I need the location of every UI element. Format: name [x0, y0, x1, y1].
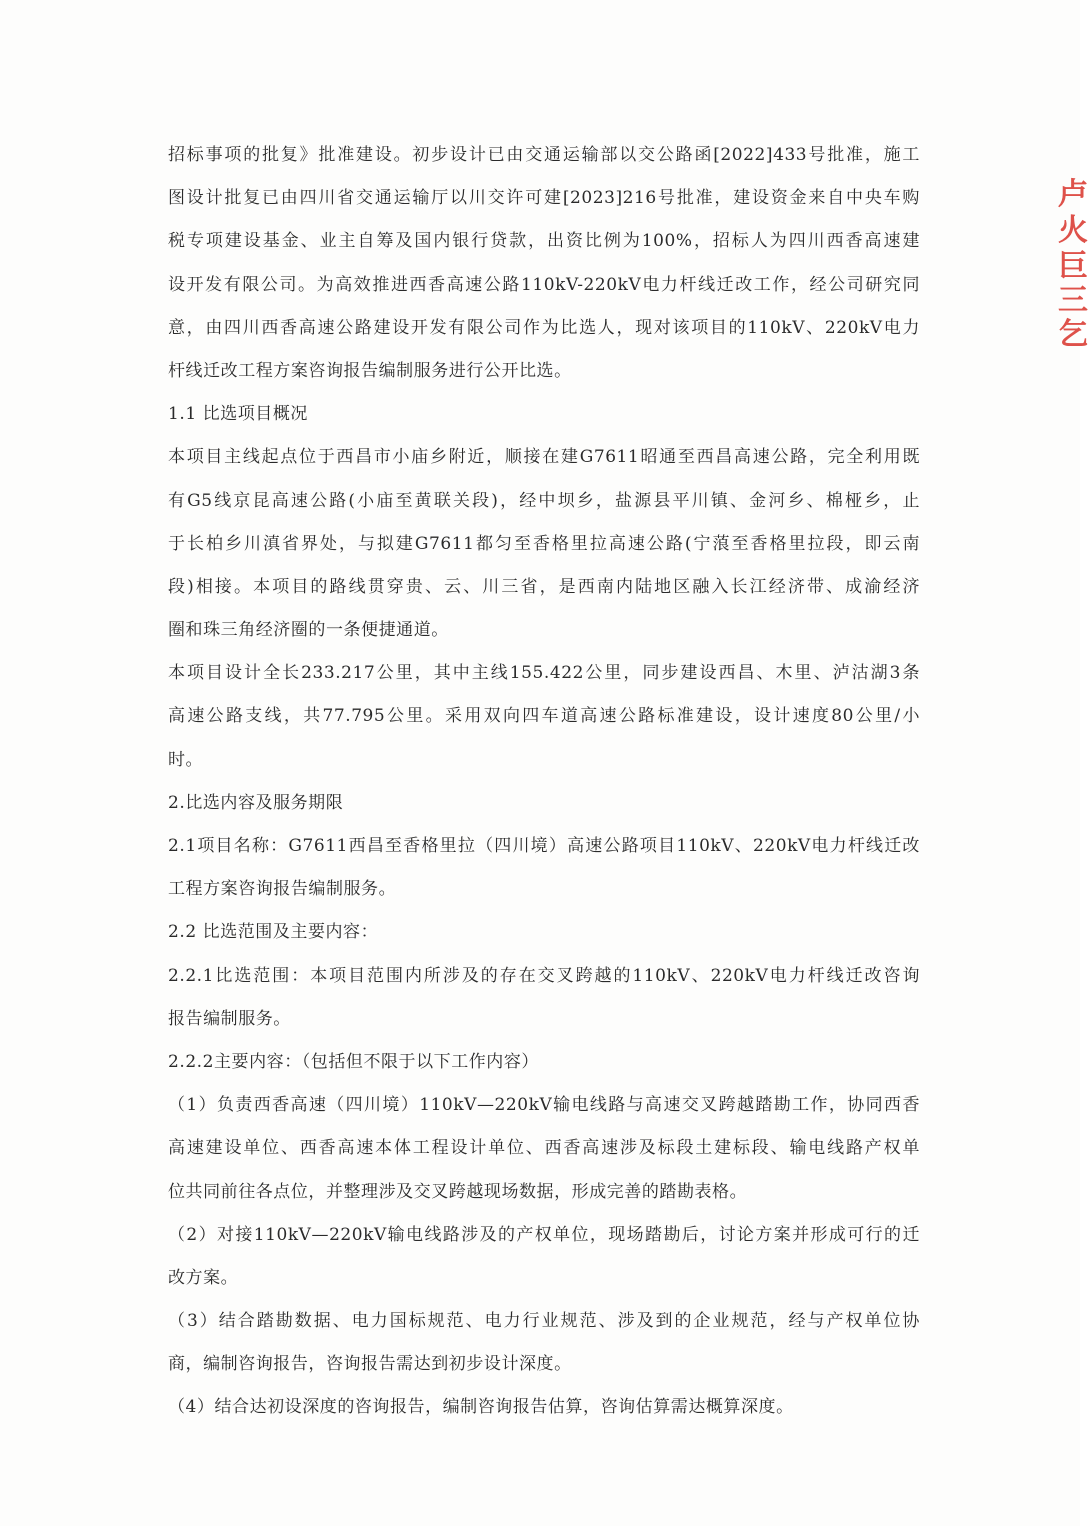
- document-body: [168, 134, 920, 1430]
- text-line: 高速建设单位、西香高速本体工程设计单位、西香高速涉及标段土建标段、输电线路产权单: [168, 1138, 920, 1159]
- text-line: （2）对接110kV—220kV输电线路涉及的产权单位，现场踏勘后，讨论方案并形成可行的迁: [168, 1224, 920, 1245]
- text-line: 圈和珠三角经济圈的一条便捷通道。: [168, 620, 449, 641]
- text-line: 本项目设计全长233.217公里，其中主线155.422公里，同步建设西昌、木里、泸沽湖3条: [168, 663, 920, 684]
- text-line: 本项目主线起点位于西昌市小庙乡附近，顺接在建G7611昭通至西昌高速公路，完全利用既: [168, 447, 920, 468]
- stamp-glyph: 卢: [1058, 177, 1088, 212]
- text-line: 杆线迁改工程方案咨询报告编制服务进行公开比选。: [168, 360, 572, 381]
- text-line: 改方案。: [168, 1267, 239, 1288]
- text-line: （1）负责西香高速（四川境）110kV—220kV输电线路与高速交叉跨越踏勘工作，协同西香: [168, 1095, 920, 1116]
- seal-stamp-edge: [1058, 177, 1088, 358]
- text-line: 招标事项的批复》批准建设。初步设计已由交通运输部以交公路函[2022]433号批准，施工: [168, 145, 920, 165]
- text-line: 于长柏乡川滇省界处，与拟建G7611都匀至香格里拉高速公路(宁蒗至香格里拉段，即云南: [168, 533, 920, 554]
- text-line: （3）结合踏勘数据、电力国标规范、电力行业规范、涉及到的企业规范，经与产权单位协: [168, 1311, 920, 1332]
- text-line: 工程方案咨询报告编制服务。: [168, 879, 397, 900]
- text-line: 有G5线京昆高速公路(小庙至黄联关段)，经中坝乡，盐源县平川镇、金河乡、棉桠乡，止: [168, 490, 920, 511]
- text-line: 位共同前往各点位，并整理涉及交叉跨越现场数据，形成完善的踏勘表格。: [168, 1181, 748, 1202]
- text-line: 商，编制咨询报告，咨询报告需达到初步设计深度。: [168, 1354, 572, 1375]
- text-line: 段)相接。本项目的路线贯穿贵、云、川三省，是西南内陆地区融入长江经济带、成渝经济: [168, 576, 920, 597]
- text-line: 2.2.1比选范围：本项目范围内所涉及的存在交叉跨越的110kV、220kV电力杆线迁改咨询: [168, 965, 920, 986]
- stamp-glyph: 三: [1058, 283, 1088, 318]
- stamp-glyph: 乞: [1058, 317, 1088, 352]
- section-heading: 2.比选内容及服务期限: [168, 792, 344, 813]
- text-line: 高速公路支线，共77.795公里。采用双向四车道高速公路标准建设，设计速度80公里/小: [168, 706, 920, 727]
- text-line: （4）结合达初设深度的咨询报告，编制咨询报告估算，咨询估算需达概算深度。: [168, 1397, 794, 1418]
- text-line: 报告编制服务。: [168, 1008, 291, 1029]
- section-heading: 1.1 比选项目概况: [168, 404, 308, 425]
- section-heading: 2.2.2主要内容：（包括但不限于以下工作内容）: [168, 1051, 539, 1072]
- section-heading: 2.2 比选范围及主要内容：: [168, 922, 379, 943]
- text-line: 税专项建设基金、业主自筹及国内银行贷款，出资比例为100%，招标人为四川西香高速建: [168, 231, 920, 252]
- text-line: 图设计批复已由四川省交通运输厅以川交许可建[2023]216号批准，建设资金来自中央车购: [168, 188, 920, 209]
- text-line: 2.1项目名称：G7611西昌至香格里拉（四川境）高速公路项目110kV、220kV电力杆线迁改: [168, 836, 920, 856]
- text-line: 意，由四川西香高速公路建设开发有限公司作为比选人，现对该项目的110kV、220kV电力: [168, 317, 920, 338]
- stamp-glyph: 火: [1058, 213, 1088, 248]
- stamp-glyph: 巨: [1058, 249, 1088, 284]
- text-line: 时。: [168, 749, 204, 770]
- text-line: 设开发有限公司。为高效推进西香高速公路110kV-220kV电力杆线迁改工作，经公司研究同: [168, 274, 920, 295]
